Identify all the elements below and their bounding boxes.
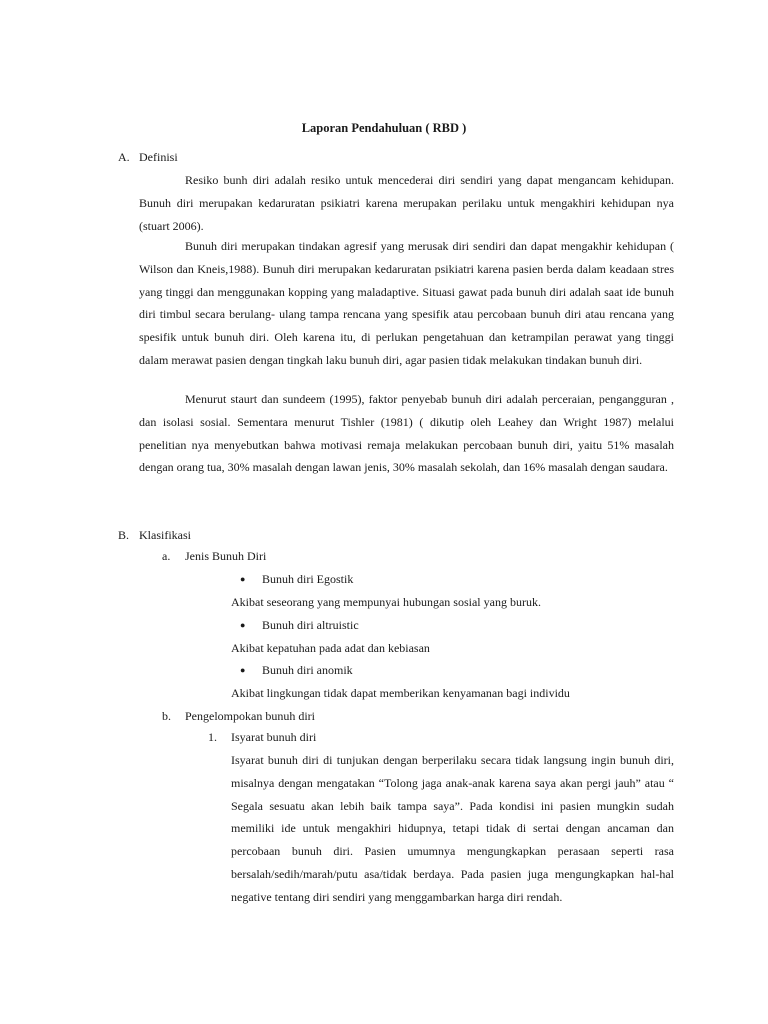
bullet-icon: ● <box>240 665 246 675</box>
section-b-letter: B. <box>118 528 130 542</box>
definition-paragraph-1 <box>139 169 674 237</box>
subsection-a-title: Jenis Bunuh Diri <box>185 549 267 563</box>
definition-paragraph-2-text: Bunuh diri merupakan tindakan agresif yang merusak diri sendiri dan dapat mengakhir kehidupan ( Wilson dan Kneis,1988). Bunuh diri merupakan kedaruratan psikiatri karena pasien berda dalam keadaan stres yang tinggi dan menggunakan kopping yang maladaptive. Situasi gawat pada bunuh diri adalah saat ide bunuh diri timbul secara berulang- ulang tampa rencana yang spesifik atau percobaan bunuh diri atau rencana yang spesifik untuk bunuh diri. Oleh karena itu, di perlukan pengetahuan dan ketrampilan perawat yang tinggi dalam merawat pasien dengan tingkah laku bunuh diri, agar pasien tidak melakukan tindakan bunuh diri. <box>139 239 674 367</box>
bullet-desc-altruistic: Akibat kepatuhan pada adat dan kebiasan <box>231 641 430 655</box>
definition-paragraph-1-text: Resiko bunh diri adalah resiko untuk mencederai diri sendiri yang dapat mengancam kehidupan. Bunuh diri merupakan kedaruratan psikiatri karena merupakan perilaku untuk mengakhiri kehidupan nya (stuart 2006). <box>139 173 674 233</box>
bullet-desc-anomik: Akibat lingkungan tidak dapat memberikan kenyamanan bagi individu <box>231 686 570 700</box>
bullet-desc-egostik: Akibat seseorang yang mempunyai hubungan sosial yang buruk. <box>231 595 541 609</box>
section-a-title: Definisi <box>139 150 178 164</box>
section-b-title: Klasifikasi <box>139 528 191 542</box>
definition-paragraph-3-text: Menurut staurt dan sundeem (1995), faktor penyebab bunuh diri adalah perceraian, pengangguran , dan isolasi sosial. Sementara menurut Tishler (1981) ( dikutip oleh Leahey dan Wright 1987) melalui penelitian nya menyebutkan bahwa motivasi remaja melakukan percobaan bunuh diri, yaitu 51% masalah dengan orang tua, 30% masalah dengan lawan jenis, 30% masalah sekolah, dan 16% masalah dengan saudara. <box>139 392 674 475</box>
subsection-a-letter: a. <box>162 549 171 563</box>
bullet-item-anomik: Bunuh diri anomik <box>262 663 353 677</box>
document-title: Laporan Pendahuluan ( RBD ) <box>301 121 467 135</box>
section-a-letter: A. <box>118 150 130 164</box>
subsection-b-title: Pengelompokan bunuh diri <box>185 709 315 723</box>
bullet-icon: ● <box>240 620 246 630</box>
bullet-item-egostik: Bunuh diri Egostik <box>262 572 354 586</box>
definition-paragraph-3 <box>139 388 674 479</box>
definition-paragraph-2 <box>139 235 674 372</box>
bullet-icon: ● <box>240 574 246 584</box>
isyarat-paragraph: Isyarat bunuh diri di tunjukan dengan berperilaku secara tidak langsung ingin bunuh diri, misalnya dengan mengatakan “Tolong jaga anak-anak karena saya akan pergi jauh” atau “ Segala sesuatu akan lebih baik tampa saya”. Pada kondisi ini pasien mungkin sudah memiliki ide untuk mengakhiri hidupnya, tetapi tidak di sertai dengan ancaman dan percobaan bunuh diri. Pasien umumnya mengungkapkan perasaan seperti rasa bersalah/sedih/marah/putu asa/tidak berdaya. Pada pasien juga mengungkapkan hal-hal negative tentang diri sendiri yang menggambarkan harga diri rendah. <box>231 753 674 904</box>
numbered-item-number: 1. <box>208 730 217 744</box>
bullet-item-altruistic: Bunuh diri altruistic <box>262 618 359 632</box>
numbered-item-title: Isyarat bunuh diri <box>231 730 317 744</box>
subsection-b-letter: b. <box>162 709 171 723</box>
